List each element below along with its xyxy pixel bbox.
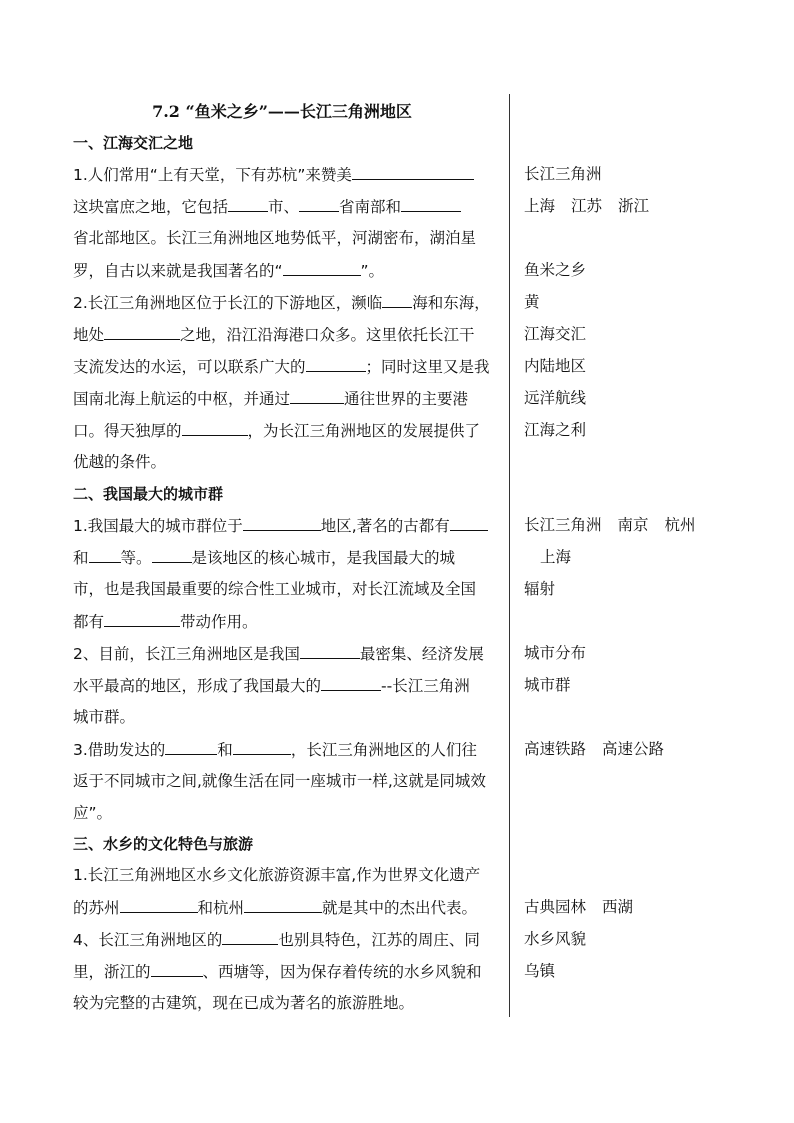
answer-text: 城市分布 xyxy=(524,644,587,662)
answer-text: 远洋航线 xyxy=(524,389,587,407)
column-divider xyxy=(509,94,510,1017)
question-line: 市，也是我国最重要的综合性工业城市，对长江流域及全国 xyxy=(73,580,477,598)
question-line: 这块富庶之地，它包括 市、 省南部和 xyxy=(73,196,461,217)
question-line: 较为完整的古建筑，现在已成为著名的旅游胜地。 xyxy=(73,994,415,1012)
question-line: 支流发达的水运，可以联系广大的 ；同时这里又是我 xyxy=(73,358,490,376)
answer-blank[interactable] xyxy=(352,164,474,180)
answer-text: 辐射 xyxy=(524,580,556,598)
question-line: 罗，自古以来就是我国著名的“ ”。 xyxy=(73,262,385,280)
answer-blank[interactable] xyxy=(182,420,248,436)
answer-blank[interactable] xyxy=(283,260,361,276)
answer-blank[interactable] xyxy=(243,515,321,531)
question-line: 1.人们常用“上有天堂，下有苏杭”来赞美 xyxy=(73,164,474,185)
question-line: 城市群。 xyxy=(73,708,136,726)
question-line: 4、长江三角洲地区的 也别具特色，江苏的周庄、同 xyxy=(73,931,480,949)
answer-text: 乌镇 xyxy=(524,962,556,980)
answer-blank[interactable] xyxy=(104,324,180,340)
answer-blank[interactable] xyxy=(299,196,339,212)
question-line: 1.长江三角洲地区水乡文化旅游资源丰富,作为世界文化遗产 xyxy=(73,866,481,884)
question-line: 里，浙江的 、西塘等，因为保存着传统的水乡风貌和 xyxy=(73,963,482,981)
question-line: 2、目前，长江三角洲地区是我国 最密集、经济发展 xyxy=(73,645,484,663)
section-heading-2: 二、我国最大的城市群 xyxy=(73,485,224,503)
question-line: 2.长江三角洲地区位于长江的下游地区，濒临 海和东海， xyxy=(73,294,490,312)
answer-text: 高速铁路 高速公路 xyxy=(524,740,665,758)
answer-text: 内陆地区 xyxy=(524,357,587,375)
answer-text: 上海 江苏 浙江 xyxy=(524,197,650,215)
answer-text: 长江三角洲 南京 杭州 xyxy=(524,516,696,534)
answer-blank[interactable] xyxy=(222,929,278,945)
answer-blank[interactable] xyxy=(120,897,198,913)
question-line: 1.我国最大的城市群位于 地区,著名的古都有 xyxy=(73,515,488,536)
answer-blank[interactable] xyxy=(401,196,461,212)
answer-blank[interactable] xyxy=(300,643,360,659)
question-line: 3.借助发达的 和 ，长江三角洲地区的人们往 xyxy=(73,741,477,759)
answer-text: 鱼米之乡 xyxy=(524,261,587,279)
answer-text: 江海交汇 xyxy=(524,325,587,343)
answer-blank[interactable] xyxy=(382,292,412,308)
question-line: 口。得天独厚的 ，为长江三角洲地区的发展提供了 xyxy=(73,422,481,440)
answer-text: 长江三角洲 xyxy=(524,165,602,183)
answer-blank[interactable] xyxy=(321,675,381,691)
answer-blank[interactable] xyxy=(290,388,344,404)
answer-text: 黄 xyxy=(524,293,540,311)
section-heading-1: 一、江海交汇之地 xyxy=(73,134,194,152)
answer-text: 江海之利 xyxy=(524,421,587,439)
answer-text: 城市群 xyxy=(524,676,571,694)
answer-blank[interactable] xyxy=(151,961,203,977)
question-line: 省北部地区。长江三角洲地区地势低平，河湖密布，湖泊星 xyxy=(73,229,477,247)
page-title: 7.2 “鱼米之乡”——长江三角洲地区 xyxy=(152,102,412,121)
answer-blank[interactable] xyxy=(152,547,192,563)
answer-text: 水乡风貌 xyxy=(524,930,587,948)
answer-blank[interactable] xyxy=(450,515,488,531)
question-line: 应”。 xyxy=(73,804,113,822)
answer-blank[interactable] xyxy=(306,356,366,372)
answer-blank[interactable] xyxy=(104,611,180,627)
question-line: 的苏州 和杭州 就是其中的杰出代表。 xyxy=(73,899,478,917)
answer-text: 古典园林 西湖 xyxy=(524,898,634,916)
question-line: 和 等。 是该地区的核心城市，是我国最大的城 xyxy=(73,549,456,567)
question-line: 优越的条件。 xyxy=(73,453,167,471)
answer-blank[interactable] xyxy=(228,196,268,212)
question-line: 返于不同城市之间,就像生活在同一座城市一样,这就是同城效 xyxy=(73,772,486,790)
question-line: 水平最高的地区，形成了我国最大的 --长江三角洲 xyxy=(73,677,470,695)
answer-blank[interactable] xyxy=(165,739,217,755)
question-line: 都有 带动作用。 xyxy=(73,613,258,631)
answer-blank[interactable] xyxy=(233,739,291,755)
answer-blank[interactable] xyxy=(244,897,322,913)
answer-blank[interactable] xyxy=(89,547,121,563)
answer-text: 上海 xyxy=(540,548,572,566)
section-heading-3: 三、水乡的文化特色与旅游 xyxy=(73,835,254,853)
question-line: 地处 之地，沿江沿海港口众多。这里依托长江干 xyxy=(73,326,475,344)
question-line: 国南北海上航运的中枢，并通过 通往世界的主要港 xyxy=(73,390,469,408)
